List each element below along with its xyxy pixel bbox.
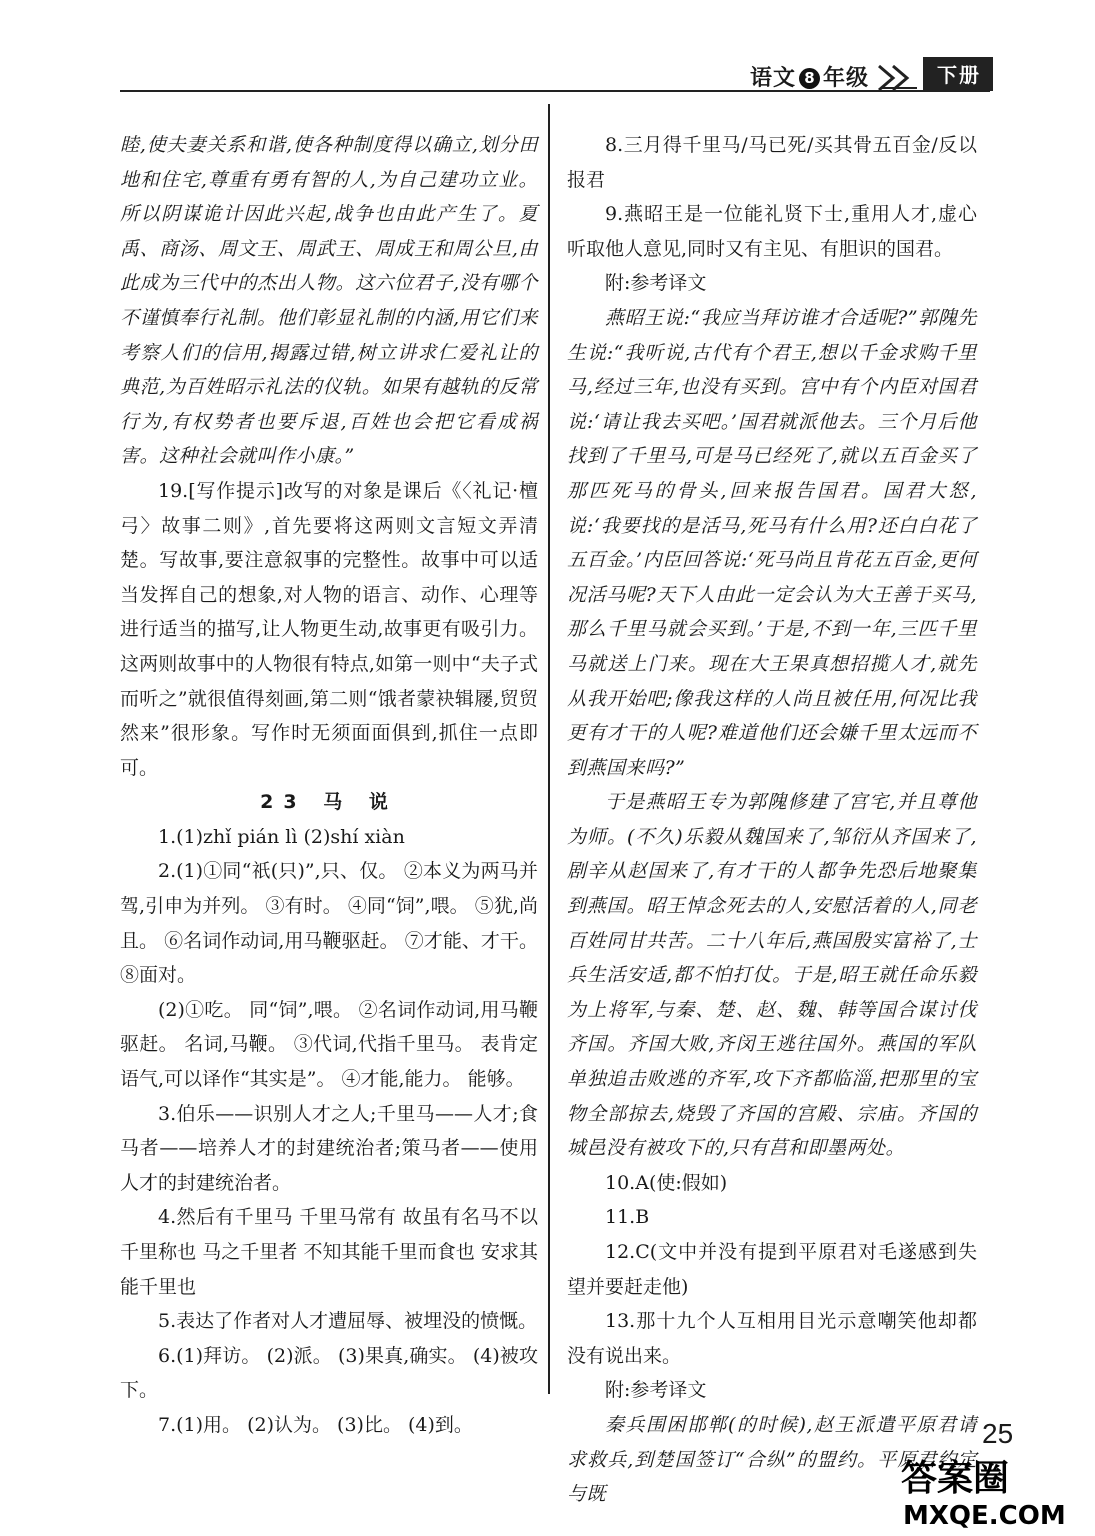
appendix-label-2: 附:参考译文 [605, 1379, 707, 1402]
header-grade-suffix: 年级 [822, 66, 869, 91]
header-grade-badge: 8 [799, 68, 820, 89]
reference-translation-3: 秦兵围困邯郸(的时候),赵王派遣平原君请求救兵,到楚国签订“合纵”的盟约。平原君约定与既 [567, 1413, 977, 1506]
page-header [750, 58, 993, 92]
double-chevron-icon [877, 64, 917, 92]
answer-4: 4.然后有千里马 千里马常有 故虽有名马不以千里称也 马之千里者 不知其能千里而食也 安求其能千里也 [120, 1206, 538, 1298]
appendix-label: 附:参考译文 [605, 272, 707, 295]
right-column [567, 128, 977, 1512]
watermark-title: 答案圈 [901, 1458, 1010, 1499]
answer-10: 10.A(使:假如) [605, 1171, 728, 1194]
reference-translation-2: 于是燕昭王专为郭隗修建了宫宅,并且尊他为师。(不久)乐毅从魏国来了,邹衍从齐国来了,剧辛从赵国来了,有才干的人都争先恐后地聚集到燕国。昭王悼念死去的人,安慰活着的人,同老百姓同甘共苦。二十八年后,燕国殷实富裕了,士兵生活安适,都不怕打仗。于是,昭王就任命乐毅为上将军,与秦、楚、赵、魏、韩等国合谋讨伐齐国。齐国大败,齐闵王逃往国外。燕国的军队单独追击败逃的齐军,攻下齐都临淄,把那里的宝物全部掠去,烧毁了齐国的宫殿、宗庙。齐国的城邑没有被攻下的,只有莒和即墨两处。 [567, 791, 977, 1160]
watermark-logo [893, 1450, 1083, 1530]
answer-6: 6.(1)拜访。 (2)派。 (3)果真,确实。 (4)被攻下。 [120, 1344, 538, 1402]
answer-3: 3.伯乐——识别人才之人;千里马——人才;食马者——培养人才的封建统治者;策马者——使用人才的封建统治者。 [120, 1102, 538, 1194]
page-number: 25 [982, 1418, 1014, 1449]
header-subject: 语文 [749, 66, 796, 91]
reference-translation-1: 燕昭王说:“我应当拜访谁才合适呢?”郭隗先生说:“我听说,古代有个君王,想以千金求购千里马,经过三年,也没有买到。宫中有个内臣对国君说:‘请让我去买吧。’国君就派他去。三个月后他找到了千里马,可是马已经死了,就以五百金买了那匹死马的骨头,回来报告国君。国君大怒,说:‘我要找的是活马,死马有什么用?还白白花了五百金。’内臣回答说:‘死马尚且肯花五百金,更何况活马呢?天下人由此一定会认为大王善于买马,那么千里马就会买到。’于是,不到一年,三匹千里马就送上门来。现在大王果真想招揽人才,就先从我开始吧;像我这样的人尚且被任用,何况比我更有才干的人呢?难道他们还会嫌千里太远而不到燕国来吗?” [567, 306, 977, 779]
section-title: 23 马 说 [260, 791, 398, 814]
answer-13: 13.那十九个人互相用目光示意嘲笑他却都没有说出来。 [567, 1310, 977, 1367]
answer-5: 5.表达了作者对人才遭屈辱、被埋没的愤慨。 [158, 1310, 538, 1333]
header-volume: 下册 [923, 57, 993, 91]
answer-2-1: 2.(1)①同“祇(只)”,只、仅。 ②本义为两马并驾,引申为并列。 ③有时。 ④同“饲”,喂。 ⑤犹,尚且。 ⑥名词作动词,用马鞭驱赶。 ⑦才能、才干。 ⑧面对。 [120, 860, 538, 987]
answer-12: 12.C(文中并没有提到平原君对毛遂感到失望并要赶走他) [567, 1241, 977, 1298]
left-translation-continued: 睦,使夫妻关系和谐,使各种制度得以确立,划分田地和住宅,尊重有勇有智的人,为自己建功立业。所以阴谋诡计因此兴起,战争也由此产生了。夏禹、商汤、周文王、周武王、周成王和周公旦,由此成为三代中的杰出人物。这六位君子,没有哪个不谨慎奉行礼制。他们彰显礼制的内涵,用它们来考察人们的信用,揭露过错,树立讲求仁爱礼让的典范,为百姓昭示礼法的仪轨。如果有越轨的反常行为,有权势者也要斥退,百姓也会把它看成祸害。这种社会就叫作小康。” [120, 134, 538, 468]
column-divider [548, 104, 550, 1394]
answer-11: 11.B [605, 1206, 650, 1229]
answer-8: 8.三月得千里马/马已死/买其骨五百金/反以报君 [567, 134, 977, 191]
watermark-url: MXQE.COM [903, 1501, 1066, 1530]
answer-9: 9.燕昭王是一位能礼贤下士,重用人才,虚心听取他人意见,同时又有主见、有胆识的国君。 [567, 203, 977, 260]
answer-1: 1.(1)zhǐ pián lì (2)shí xiàn [158, 825, 405, 848]
answer-2-2: (2)①吃。 同“饲”,喂。 ②名词作动词,用马鞭驱赶。 名词,马鞭。 ③代词,代指千里马。 表肯定语气,可以译作“其实是”。 ④才能,能力。 能够。 [120, 998, 538, 1091]
answer-7: 7.(1)用。 (2)认为。 (3)比。 (4)到。 [158, 1413, 473, 1436]
left-column [120, 128, 538, 1443]
answer-19: 19.[写作提示]改写的对象是课后《〈礼记·檀弓〉故事二则》,首先要将这两则文言短文弄清楚。写故事,要注意叙事的完整性。故事中可以适当发挥自己的想象,对人物的语言、动作、心理等进行适当的描写,让人物更生动,故事更有吸引力。这两则故事中的人物很有特点,如第一则中“夫子式而听之”就很值得刻画,第二则“饿者蒙袂辑屦,贸贸然来”很形象。写作时无须面面俱到,抓住一点即可。 [120, 479, 538, 779]
